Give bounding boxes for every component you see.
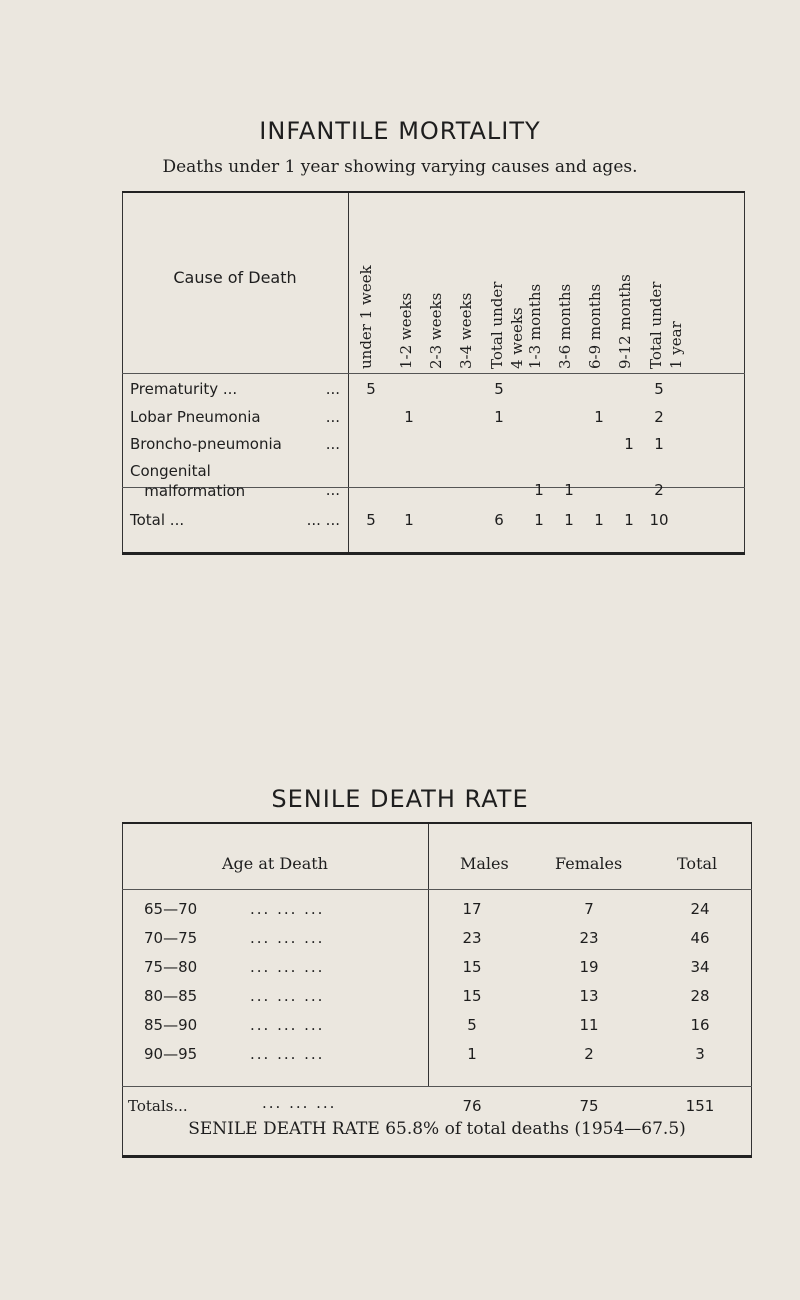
total-value: 34 [690,958,710,976]
total-cell: 1 [594,511,604,529]
table-cell: 1 [594,408,604,426]
females-value: 23 [579,929,599,947]
row-dots: ... ... [306,511,340,529]
row-dots: ... [325,435,340,453]
header-divider [122,373,745,374]
total-value: 24 [690,900,710,918]
table-cell: 2 [654,408,664,426]
age-group: 85—90 [144,1016,198,1034]
row-dots: ... [325,380,340,398]
total-cell: 1 [564,511,574,529]
senile-death-rate-title: SENILE DEATH RATE [271,785,529,813]
males-header: Males [460,854,509,873]
males-value: 15 [462,987,482,1005]
total-header: Total [677,854,718,873]
senile-death-rate-table [122,822,752,1158]
age-group: 80—85 [144,987,198,1005]
total-value: 28 [690,987,710,1005]
females-value: 13 [579,987,599,1005]
row-dots: ... ... ... [250,929,325,947]
row-label-congenital-malformation: Congenital malformation [130,462,246,500]
row-label-lobar-pneumonia: Lobar Pneumonia [130,408,261,426]
row-dots: ... ... ... [250,1016,325,1034]
column-header-3-6-months: 3-6 months [556,283,574,369]
table-cell: 1 [494,408,504,426]
header-divider [122,889,752,890]
total-cell: 1 [404,511,414,529]
males-value: 15 [462,958,482,976]
column-header-1-2-weeks: 1-2 weeks [397,292,415,369]
column-header-1-3-months: 1-3 months [526,283,544,369]
totals-label: Totals... [128,1097,188,1115]
total-cell: 10 [649,511,669,529]
age-at-death-header: Age at Death [222,854,328,873]
totals-total: 151 [685,1097,715,1115]
females-value: 19 [579,958,599,976]
total-value: 3 [695,1045,705,1063]
infant-mortality-subtitle: Deaths under 1 year showing varying causes and ages. [162,157,638,177]
row-label-broncho-pneumonia: Broncho-pneumonia [130,435,282,453]
totals-dots: ... ... ... [262,1094,337,1112]
table-border-left [122,824,123,1155]
row-dots: ... [325,481,340,499]
row-dots: ... ... ... [250,900,325,918]
infant-mortality-title: INFANTILE MORTALITY [259,117,541,145]
total-cell: 1 [534,511,544,529]
age-group: 90—95 [144,1045,198,1063]
table-cell: 1 [564,481,574,499]
table-cell: 1 [654,435,664,453]
row-dots: ... ... ... [250,987,325,1005]
age-group: 75—80 [144,958,198,976]
row-dots: ... ... ... [250,958,325,976]
females-value: 2 [584,1045,594,1063]
row-dots: ... ... ... [250,1045,325,1063]
column-header-6-9-months: 6-9 months [586,283,604,369]
males-value: 5 [467,1016,477,1034]
males-value: 1 [467,1045,477,1063]
males-value: 17 [462,900,482,918]
total-cell: 6 [494,511,504,529]
table-cell: 5 [654,380,664,398]
column-header-2-3-weeks: 2-3 weeks [427,292,445,369]
senile-death-rate-summary: SENILE DEATH RATE 65.8% of total deaths (1954—67.5) [188,1119,686,1139]
table-cell: 5 [366,380,376,398]
totals-divider [122,1086,752,1087]
row-label-total: Total ... [130,511,185,529]
females-header: Females [555,854,623,873]
age-group: 70—75 [144,929,198,947]
row-label-prematurity: Prematurity ... [130,380,238,398]
table-cell: 1 [624,435,634,453]
column-header-total-under-1-year: Total under 1 year [647,281,685,369]
totals-males: 76 [462,1097,482,1115]
total-value: 46 [690,929,710,947]
total-cell: 1 [624,511,634,529]
total-cell: 5 [366,511,376,529]
males-value: 23 [462,929,482,947]
column-header-3-4-weeks: 3-4 weeks [457,292,475,369]
females-value: 11 [579,1016,599,1034]
table-cell: 5 [494,380,504,398]
totals-females: 75 [579,1097,599,1115]
infant-mortality-table [122,191,745,555]
column-header-under-1-week: under 1 week [357,265,375,369]
row-dots: ... [325,408,340,426]
table-border-right [751,824,752,1155]
column-divider [428,824,429,1086]
column-header-total-under-4-weeks: Total under 4 weeks [488,281,526,369]
cause-of-death-header: Cause of Death [173,268,297,287]
females-value: 7 [584,900,594,918]
total-value: 16 [690,1016,710,1034]
table-cell: 2 [654,481,664,499]
age-group: 65—70 [144,900,198,918]
table-cell: 1 [404,408,414,426]
table-cell: 1 [534,481,544,499]
column-header-9-12-months: 9-12 months [616,274,634,369]
